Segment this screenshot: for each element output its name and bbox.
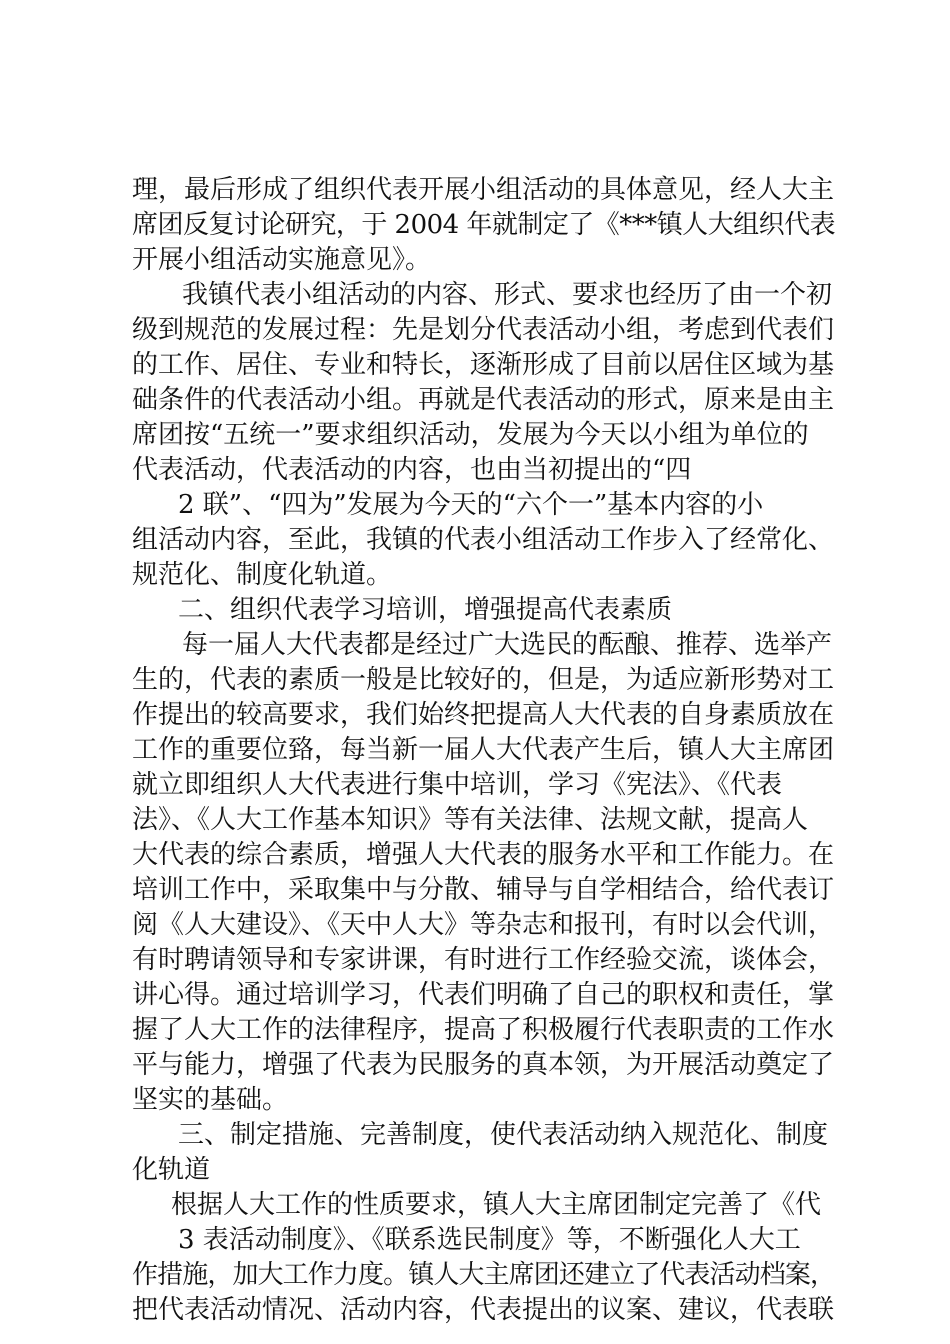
section-heading: 二、组织代表学习培训，增强提高代表素质 (178, 595, 673, 625)
text-line: 的工作、居住、专业和特长，逐渐形成了目前以居住区域为基 (132, 350, 835, 380)
paragraph-start-line: 3 表活动制度》、《联系选民制度》等，不断强化人大工 (178, 1225, 801, 1255)
text-line: 作提出的较高要求，我们始终把提高人大代表的自身素质放在 (132, 700, 835, 730)
paragraph-start-line: 我镇代表小组活动的内容、形式、要求也经历了由一个初 (182, 280, 833, 310)
text-line: 有时聘请领导和专家讲课，有时进行工作经验交流，谈体会， (132, 945, 835, 975)
section-heading-continuation: 化轨道 (132, 1155, 211, 1185)
text-line: 平与能力，增强了代表为民服务的真本领，为开展活动奠定了 (132, 1050, 835, 1080)
text-line: 把代表活动情况、活动内容，代表提出的议案、建议，代表联 (132, 1295, 835, 1325)
text-line: 工作的重要位臵，每当新一届人大代表产生后，镇人大主席团 (132, 735, 835, 765)
text-line: 组活动内容，至此，我镇的代表小组活动工作步入了经常化、 (132, 525, 835, 555)
paragraph-start-line: 2 联”、“四为”发展为今天的“六个一”基本内容的小 (178, 490, 764, 520)
text-line: 就立即组织人大代表进行集中培训，学习《宪法》、《代表 (132, 770, 783, 800)
paragraph-start-line: 根据人大工作的性质要求，镇人大主席团制定完善了《代 (171, 1190, 822, 1220)
text-line: 规范化、制度化轨道。 (132, 560, 393, 590)
section-heading: 三、制定措施、完善制度，使代表活动纳入规范化、制度 (178, 1120, 829, 1150)
text-line: 础条件的代表活动小组。再就是代表活动的形式，原来是由主 (132, 385, 835, 415)
text-line: 阅《人大建设》、《天中人大》等杂志和报刊，有时以会代训， (132, 910, 835, 940)
paragraph-start-line: 每一届人大代表都是经过广大选民的酝酿、推荐、选举产 (182, 630, 833, 660)
text-line: 级到规范的发展过程：先是划分代表活动小组，考虑到代表们 (132, 315, 835, 345)
text-line: 培训工作中，采取集中与分散、辅导与自学相结合，给代表订 (132, 875, 835, 905)
text-line: 开展小组活动实施意见》。 (132, 245, 432, 275)
text-line: 大代表的综合素质，增强人大代表的服务水平和工作能力。在 (132, 840, 835, 870)
text-line: 法》、《人大工作基本知识》等有关法律、法规文献，提高人 (132, 805, 809, 835)
text-line: 握了人大工作的法律程序，提高了积极履行代表职责的工作水 (132, 1015, 835, 1045)
text-line: 席团按“五统一”要求组织活动，发展为今天以小组为单位的 (132, 420, 809, 450)
text-line: 席团反复讨论研究，于 2004 年就制定了《***镇人大组织代表 (132, 210, 836, 240)
text-line: 代表活动，代表活动的内容，也由当初提出的“四 (132, 455, 692, 485)
text-line: 生的，代表的素质一般是比较好的，但是，为适应新形势对工 (132, 665, 835, 695)
text-line: 作措施，加大工作力度。镇人大主席团还建立了代表活动档案， (132, 1260, 836, 1290)
text-line: 坚实的基础。 (132, 1085, 289, 1115)
text-line: 理，最后形成了组织代表开展小组活动的具体意见，经人大主 (132, 175, 835, 205)
text-line: 讲心得。通过培训学习，代表们明确了自己的职权和责任，掌 (132, 980, 835, 1010)
